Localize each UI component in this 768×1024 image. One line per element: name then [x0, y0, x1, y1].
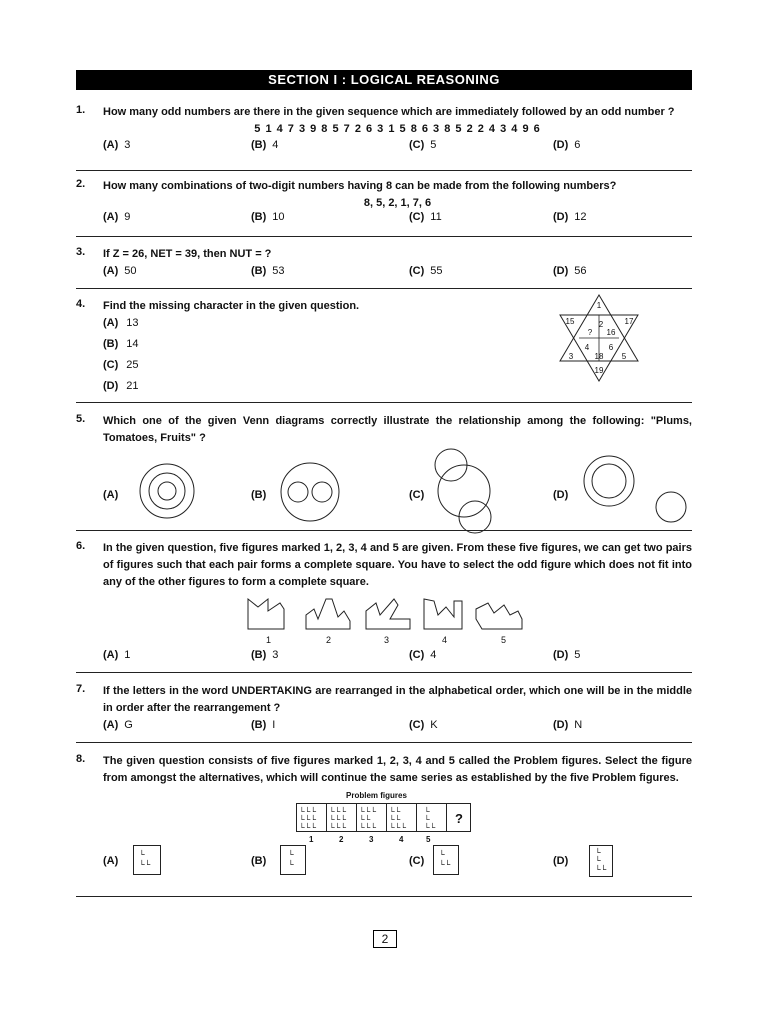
- figure-label: 4: [399, 835, 404, 844]
- venn-diagram-d: [579, 453, 689, 529]
- question-6: [76, 531, 692, 673]
- star-number: 17: [624, 317, 634, 326]
- svg-text:└└: └└: [439, 860, 451, 869]
- figure-label: 2: [326, 635, 332, 645]
- star-number: 19: [594, 366, 604, 375]
- number-list: 8, 5, 2, 1, 7, 6: [363, 197, 432, 209]
- svg-text:└: └: [288, 850, 294, 859]
- figure-4: [422, 597, 464, 631]
- option-d[interactable]: (D): [553, 855, 569, 867]
- question-mark: ?: [455, 811, 463, 826]
- options: [103, 719, 692, 737]
- option-d[interactable]: (D) 5: [553, 649, 581, 661]
- number-sequence: 5 1 4 7 3 9 8 5 7 2 6 3 1 5 8 6 3 8 5 2 2 4 3 4 9 6: [254, 123, 541, 135]
- option-a[interactable]: (A): [103, 489, 119, 501]
- question-text: If the letters in the word UNDERTAKING are rearranged in the alphabetical order, which one will be in the middle in order after the rearrangement ?: [103, 685, 692, 714]
- problem-figures: [76, 791, 692, 845]
- star-number: 15: [565, 317, 575, 326]
- svg-text:└└: └└: [424, 823, 436, 832]
- question-text: In the given question, five figures marked 1, 2, 3, 4 and 5 are given. From these five figures, we can get two pairs of figures such that each pair forms a complete square. You have to select the odd figure which does not fit into any of the other figures to form a complete square.: [103, 542, 692, 588]
- question-number: 8.: [76, 753, 86, 765]
- svg-text:└: └: [424, 815, 430, 824]
- option-c[interactable]: (C): [409, 489, 425, 501]
- question-text: How many odd numbers are there in the given sequence which are immediately followed by an odd number ?: [103, 106, 675, 118]
- svg-text:└└└: └└└: [329, 815, 347, 824]
- option-d[interactable]: (D) 6: [553, 139, 581, 151]
- option-d[interactable]: (D) 56: [553, 265, 587, 277]
- option-a[interactable]: (A) 3: [103, 139, 131, 151]
- question-text: Which one of the given Venn diagrams correctly illustrate the relationship among the following: "Plums, Tomatoes, Fruits" ?: [103, 415, 692, 444]
- figure-label: 1: [309, 835, 314, 844]
- answer-figure-b: [280, 845, 306, 875]
- figure-label: 5: [501, 635, 507, 645]
- options: [103, 211, 692, 229]
- figure-label: 1: [266, 635, 272, 645]
- figure-2: [304, 597, 352, 631]
- answer-figure-a: [133, 845, 161, 875]
- svg-text:└└: └└: [359, 815, 371, 824]
- option-b[interactable]: (B) 14: [103, 338, 139, 350]
- svg-text:└: └: [439, 850, 445, 859]
- venn-diagram-b: [275, 461, 345, 523]
- option-c[interactable]: (C) K: [409, 719, 438, 731]
- option-c[interactable]: (C) 25: [103, 359, 139, 371]
- problem-figure-strip: [296, 803, 471, 833]
- option-b[interactable]: (B) I: [251, 719, 276, 731]
- question-text: The given question consists of five figures marked 1, 2, 3, 4 and 5 called the Problem figures. Select the figure from amongst the alternatives, which will continue the same series as established by the five Problem figures.: [103, 755, 692, 784]
- option-b[interactable]: (B): [251, 489, 267, 501]
- option-d[interactable]: (D) 12: [553, 211, 587, 223]
- figure-label: 2: [339, 835, 344, 844]
- svg-text:└└: └└: [389, 807, 401, 816]
- star-number: 5: [621, 352, 627, 361]
- figure-5: [474, 601, 524, 631]
- options: [103, 265, 692, 283]
- option-d[interactable]: (D): [553, 489, 569, 501]
- figure-label: 3: [369, 835, 374, 844]
- star-number: 1: [596, 301, 602, 310]
- option-d[interactable]: (D) 21: [103, 380, 139, 392]
- svg-text:└└: └└: [139, 860, 151, 869]
- star-figure: [554, 293, 644, 383]
- answer-figure-d: [589, 845, 613, 877]
- figure-3: [364, 597, 412, 631]
- svg-text:└: └: [595, 848, 601, 857]
- svg-text:└└└: └└└: [329, 823, 347, 832]
- question-5: [76, 403, 692, 531]
- option-b[interactable]: (B) 4: [251, 139, 279, 151]
- question-number: 6.: [76, 540, 86, 552]
- option-b[interactable]: (B) 3: [251, 649, 279, 661]
- svg-text:└└└: └└└: [389, 823, 407, 832]
- section-title: SECTION I : LOGICAL REASONING: [76, 70, 692, 90]
- svg-text:└└└: └└└: [299, 823, 317, 832]
- question-text: Find the missing character in the given question.: [103, 300, 360, 312]
- question-text: How many combinations of two-digit numbers having 8 can be made from the following numbers?: [103, 180, 617, 192]
- square-figures: [76, 597, 692, 649]
- option-b[interactable]: (B) 53: [251, 265, 285, 277]
- options: [103, 139, 692, 157]
- question-number: 2.: [76, 178, 86, 190]
- star-number: 6: [608, 343, 614, 352]
- option-c[interactable]: (C) 55: [409, 265, 443, 277]
- figure-label: 5: [426, 835, 431, 844]
- svg-text:└: └: [139, 850, 145, 859]
- option-a[interactable]: (A) 9: [103, 211, 131, 223]
- star-number: 2: [598, 320, 604, 329]
- question-2: [76, 171, 692, 237]
- svg-text:└└└: └└└: [359, 807, 377, 816]
- option-c[interactable]: (C) 4: [409, 649, 437, 661]
- svg-text:└└└: └└└: [299, 815, 317, 824]
- option-d[interactable]: (D) N: [553, 719, 583, 731]
- option-c[interactable]: (C) 11: [409, 211, 442, 223]
- svg-text:└└: └└: [389, 815, 401, 824]
- option-a[interactable]: (A) G: [103, 719, 133, 731]
- page-number: 2: [373, 930, 397, 948]
- question-text: If Z = 26, NET = 39, then NUT = ?: [103, 248, 272, 260]
- svg-text:└: └: [288, 860, 294, 869]
- option-b[interactable]: (B) 10: [251, 211, 285, 223]
- svg-text:└: └: [595, 856, 601, 865]
- star-number: 4: [584, 343, 590, 352]
- option-c[interactable]: (C): [409, 855, 425, 867]
- star-number: ?: [587, 328, 593, 337]
- answer-figure-c: [433, 845, 459, 875]
- option-b[interactable]: (B): [251, 855, 267, 867]
- options: [103, 649, 692, 667]
- venn-diagram-c: [431, 447, 495, 535]
- svg-text:└└└: └└└: [329, 807, 347, 816]
- option-a[interactable]: (A) 1: [103, 649, 131, 661]
- question-4: [76, 289, 692, 403]
- page: [76, 70, 692, 897]
- question-3: [76, 237, 692, 289]
- problem-figures-title: Problem figures: [346, 791, 407, 800]
- question-number: 3.: [76, 246, 86, 258]
- svg-text:└└└: └└└: [299, 807, 317, 816]
- question-8: [76, 743, 692, 897]
- figure-label: 4: [442, 635, 448, 645]
- svg-text:└└└: └└└: [359, 823, 377, 832]
- question-number: 1.: [76, 104, 86, 116]
- svg-text:└└: └└: [595, 865, 607, 874]
- star-number: 3: [568, 352, 574, 361]
- question-7: [76, 673, 692, 743]
- question-number: 4.: [76, 298, 86, 310]
- svg-text:└: └: [424, 807, 430, 816]
- star-number: 18: [594, 352, 604, 361]
- figure-label: 3: [384, 635, 390, 645]
- option-c[interactable]: (C) 5: [409, 139, 437, 151]
- option-a[interactable]: (A) 50: [103, 265, 137, 277]
- venn-diagram-a: [127, 461, 207, 521]
- question-number: 5.: [76, 413, 86, 425]
- option-a[interactable]: (A): [103, 855, 119, 867]
- star-number: 16: [606, 328, 616, 337]
- answer-figures: [103, 845, 692, 881]
- option-a[interactable]: (A) 13: [103, 317, 139, 329]
- question-number: 7.: [76, 683, 86, 695]
- question-1: [76, 90, 692, 171]
- figure-1: [246, 597, 286, 631]
- venn-options: [103, 447, 692, 535]
